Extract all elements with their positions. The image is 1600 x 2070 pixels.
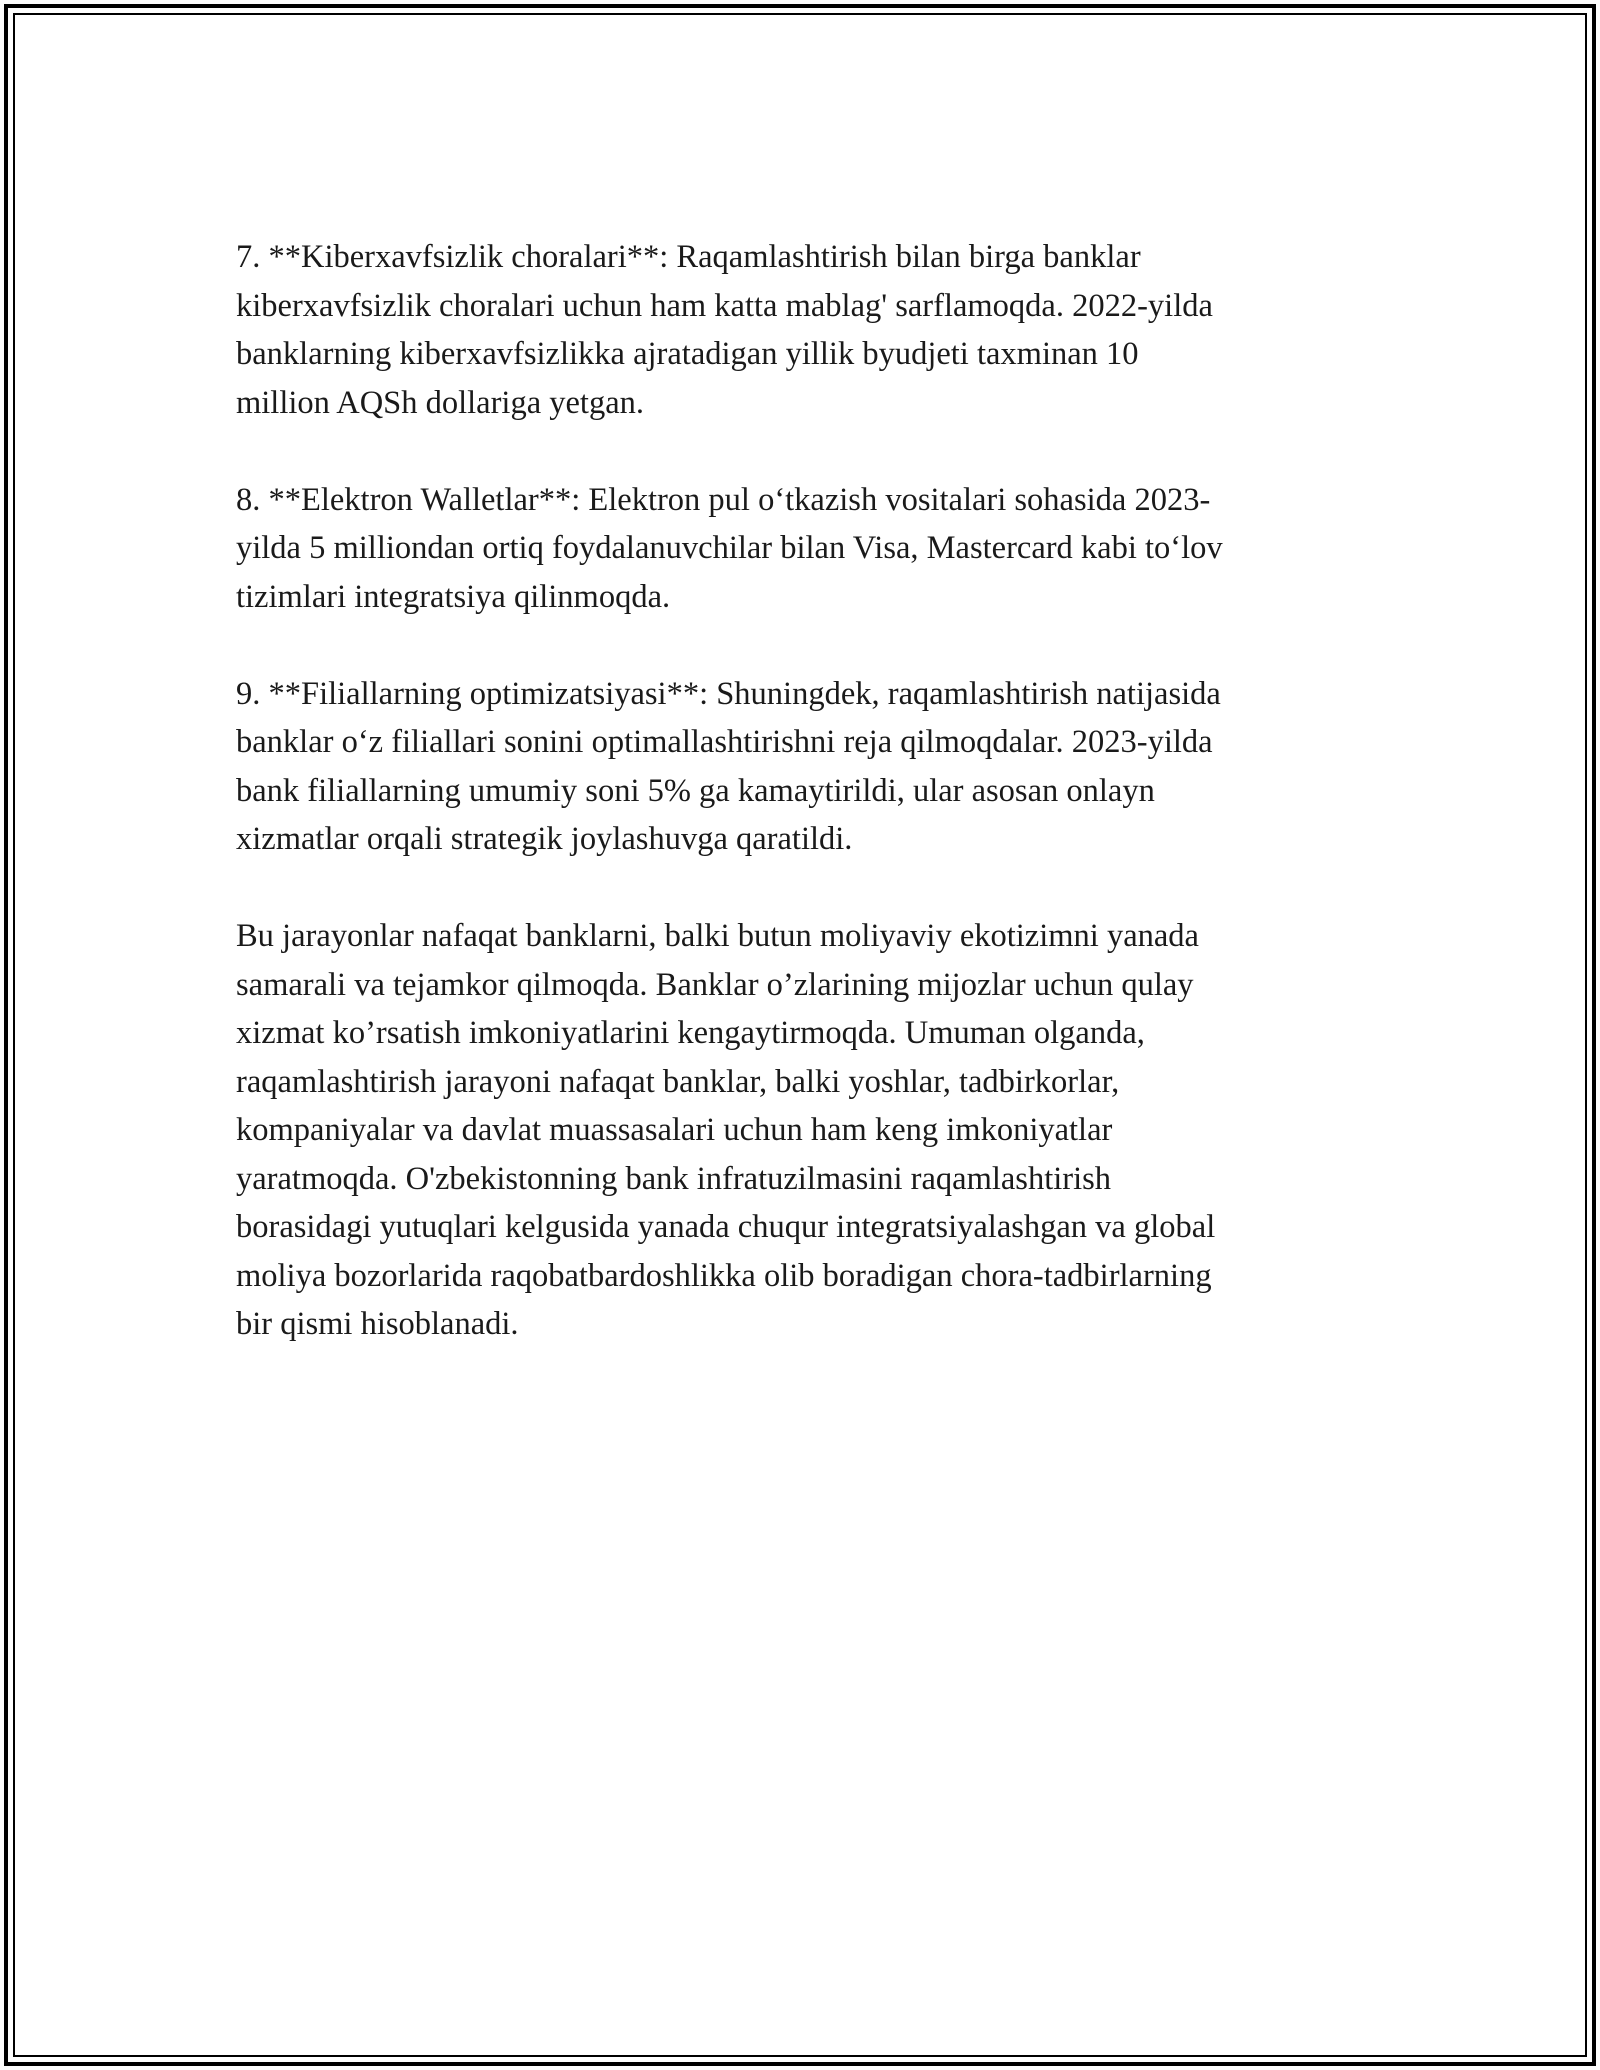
document-body xyxy=(236,233,1356,1397)
paragraph-item-9: 9. **Filiallarning optimizatsiyasi**: Shuningdek, raqamlashtirish natijasida banklar o‘z filiallari sonini optimallashtirishni reja qilmoqdalar. 2023-yilda bank filiallarning umumiy soni 5% ga kamaytirildi, ular asosan onlayn xizmatlar orqali strategik joylashuvga qaratildi. xyxy=(236,675,1221,857)
paragraph-conclusion: Bu jarayonlar nafaqat banklarni, balki butun moliyaviy ekotizimni yanada samarali va tejamkor qilmoqda. Banklar o’zlarining mijozlar uchun qulay xizmat ko’rsatish imkoniyatlarini kengaytirmoqda. Umuman olganda, raqamlashtirish jarayoni nafaqat banklar, balki yoshlar, tadbirkorlar, kompaniyalar va davlat muassasalari uchun ham keng imkoniyatlar yaratmoqda. O'zbekistonning bank infratuzilmasini raqamlashtirish borasidagi yutuqlari kelgusida yanada chuqur integratsiyalashgan va global moliya bozorlarida raqobatbardoshlikka olib boradigan chora-tadbirlarning bir qismi hisoblanadi. xyxy=(236,918,1216,1342)
paragraph-item-8: 8. **Elektron Walletlar**: Elektron pul o‘tkazish vositalari sohasida 2023- yilda 5 milliondan ortiq foydalanuvchilar bilan Visa, Mastercard kabi to‘lov tizimlari integratsiya qilinmoqda. xyxy=(236,481,1223,615)
paragraph-item-7: 7. **Kiberxavfsizlik choralari**: Raqamlashtirish bilan birga banklar kiberxavfsizlik choralari uchun ham katta mablag' sarflamoqda. 2022-yilda banklarning kiberxavfsizlikka ajratadigan yillik byudjeti taxminan 10 million AQSh dollariga yetgan. xyxy=(236,239,1213,421)
